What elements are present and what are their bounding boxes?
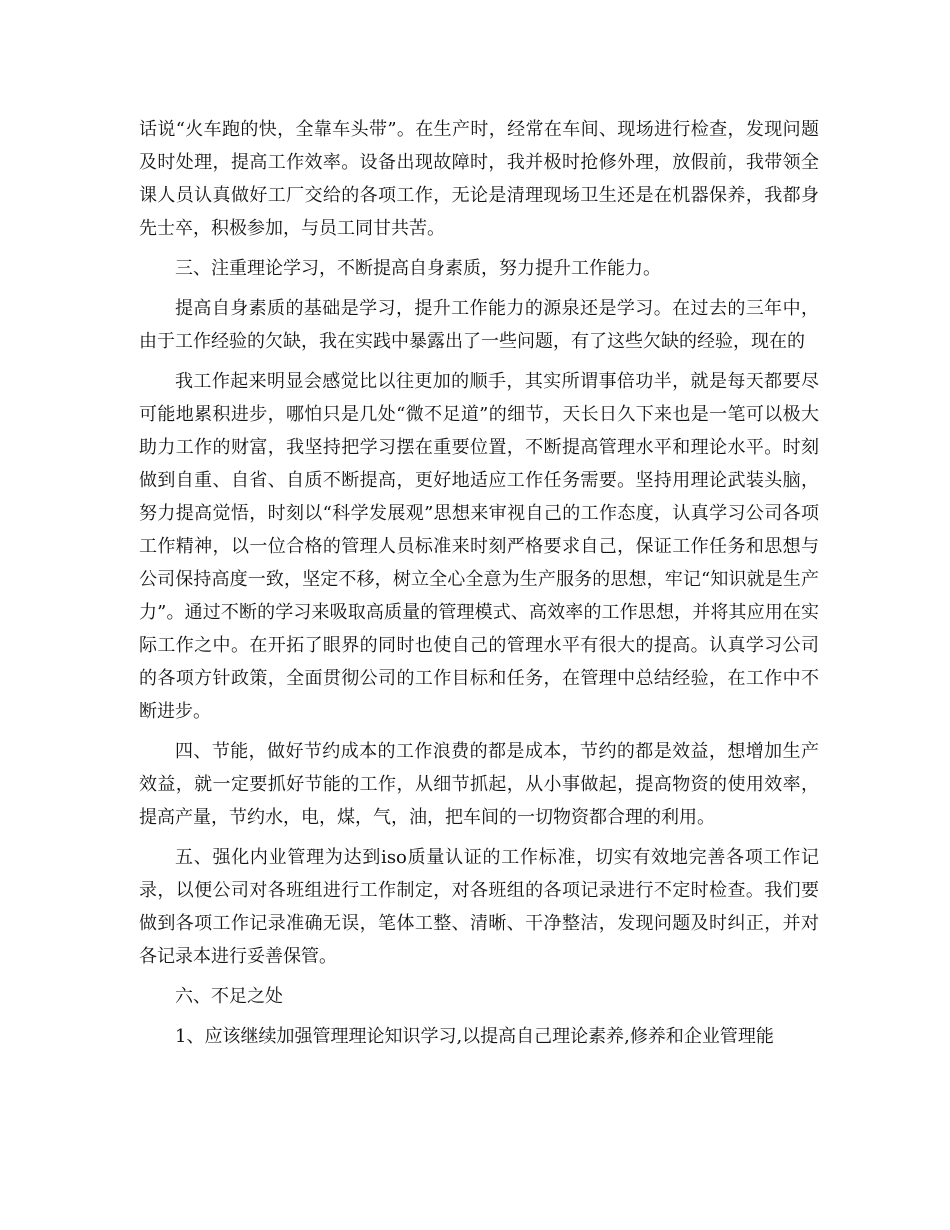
paragraph-shortcoming-1: 1、应该继续加强管理理论知识学习,以提高自己理论素养,修养和企业管理能 (175, 1026, 774, 1047)
paragraph-self-improvement: 提高自身素质的基础是学习，提升工作能力的源泉还是学习。在过去的三年中，由于工作经验的欠缺，我在实践中暴露出了一些问题，有了这些欠缺的经验，现在的 (139, 298, 819, 352)
paragraph-internal-management: 五、强化内业管理为达到iso质量认证的工作标准，切实有效地完善各项工作记录，以便公司对各班组进行工作制定，对各班组的各项记录进行不定时检查。我们要做到各项工作记录准确无误，笔体工整、清晰、干净整洁，发现问题及时纠正，并对各记录本进行妥善保管。 (139, 847, 819, 967)
heading-shortcomings: 六、不足之处 (175, 986, 283, 1007)
paragraph-learning-progress: 我工作起来明显会感觉比以往更加的顺手，其实所谓事倍功半，就是每天都要尽可能地累积进步，哪怕只是几处“微不足道”的细节，天长日久下来也是一笔可以极大助力工作的财富，我坚持把学习摆在重要位置，不断提高管理水平和理论水平。时刻做到自重、自省、自质不断提高，更好地适应工作任务需要。坚持用理论武装头脑，努力提高觉悟，时刻以“科学发展观”思想来审视自己的工作态度，认真学习公司各项工作精神，以一位合格的管理人员标准来时刻严格要求自己，保证工作任务和思想与公司保持高度一致，坚定不移，树立全心全意为生产服务的思想，牢记“知识就是生产力”。通过不断的学习来吸取高质量的管理模式、高效率的工作思想，并将其应用在实际工作之中。在开拓了眼界的同时也使自己的管理水平有很大的提高。认真学习公司的各项方针政策，全面贯彻公司的工作目标和任务，在管理中总结经验，在工作中不断进步。 (139, 371, 819, 722)
paragraph-energy-saving: 四、节能，做好节约成本的工作浪费的都是成本，节约的都是效益，想增加生产效益，就一定要抓好节能的工作，从细节抓起，从小事做起，提高物资的使用效率，提高产量，节约水，电，煤，气，油，把车间的一切物资都合理的利用。 (139, 741, 819, 828)
document-body (139, 113, 819, 1060)
paragraph-leadership: 话说“火车跑的快，全靠车头带”。在生产时，经常在车间、现场进行检查，发现问题及时处理，提高工作效率。设备出现故障时，我并极时抢修外理，放假前，我带领全课人员认真做好工厂交给的各项工作，无论是清理现场卫生还是在机器保养，我都身先士卒，积极参加，与员工同甘共苦。 (139, 119, 819, 239)
heading-theory-study: 三、注重理论学习，不断提高自身素质，努力提升工作能力。 (175, 258, 661, 279)
